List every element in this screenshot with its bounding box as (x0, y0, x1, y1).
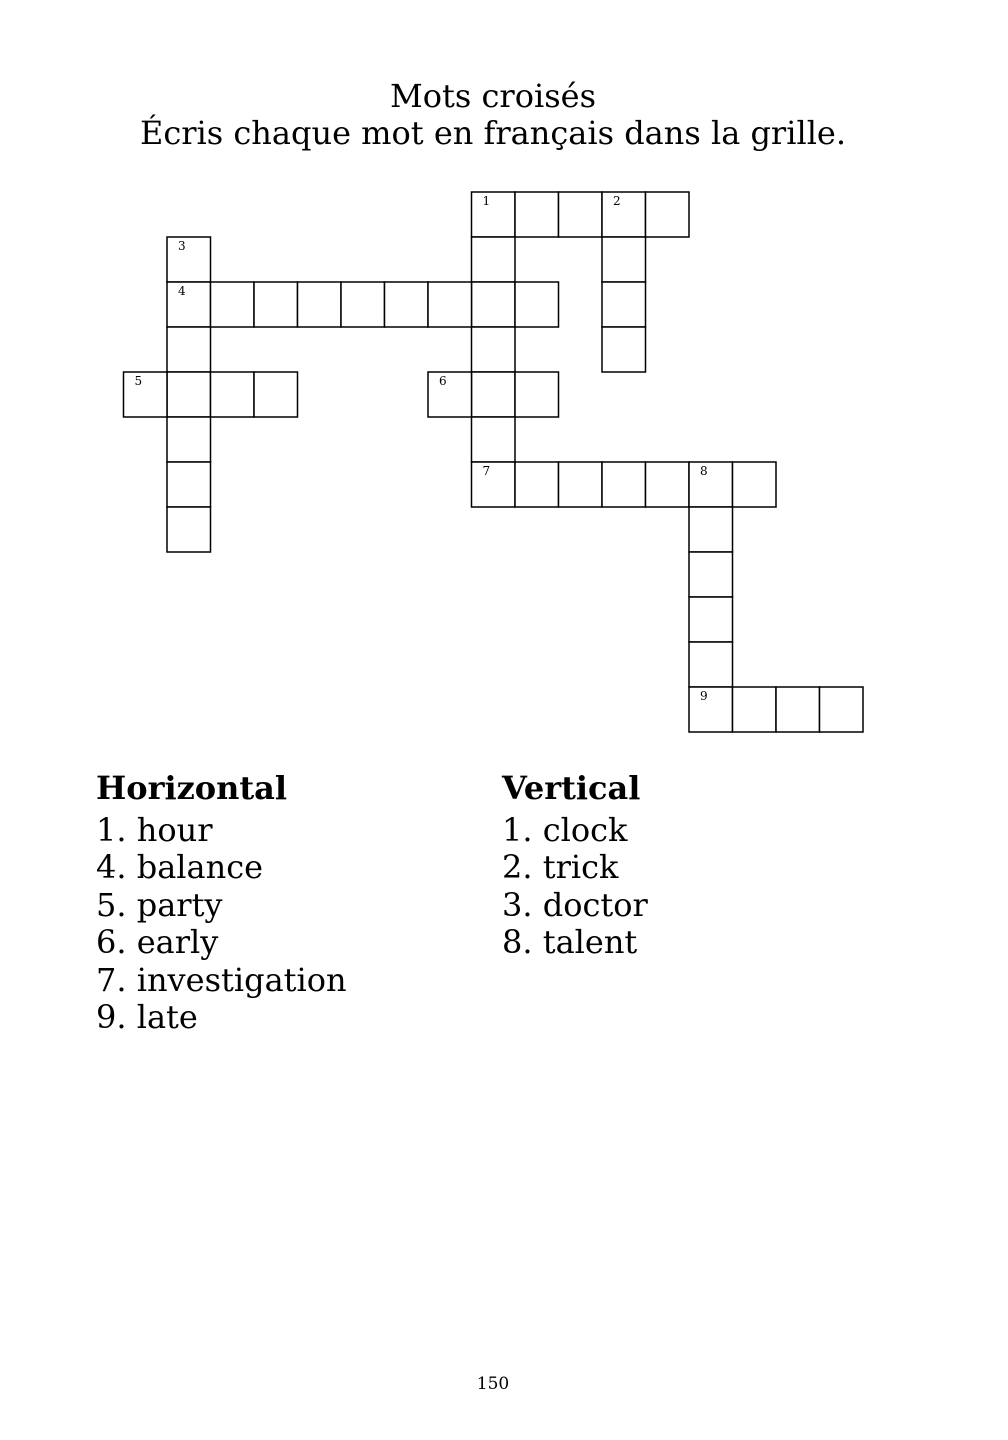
grid-cell (559, 192, 603, 237)
grid-cell (646, 462, 690, 507)
grid-cell (472, 417, 516, 462)
clue-item: 1. hour (96, 810, 213, 849)
clue-item: 1. clock (502, 810, 628, 849)
grid-cell (472, 192, 516, 237)
clue-item: 2. trick (502, 848, 619, 886)
clue-item: 6. early (96, 923, 219, 961)
grid-cell (428, 372, 472, 417)
instruction-text: Écris chaque mot en français dans la grille. (139, 114, 847, 152)
grid-cell (646, 192, 690, 237)
across-clue-list (96, 812, 347, 1037)
grid-cell (515, 372, 559, 417)
clue-number: 5 (134, 374, 143, 388)
grid-cell (602, 282, 646, 327)
grid-cell (559, 462, 603, 507)
clue-number: 4 (178, 284, 186, 298)
grid-cell (689, 462, 733, 507)
grid-cell (689, 597, 733, 642)
grid-cell (167, 327, 211, 372)
grid-cell (515, 462, 559, 507)
grid-cell (254, 372, 298, 417)
grid-cell (733, 462, 777, 507)
clue-number: 6 (439, 374, 447, 388)
grid-cell (515, 282, 559, 327)
clue-number: 1 (482, 194, 491, 208)
across-heading: Horizontal (96, 769, 288, 807)
grid-cell (428, 282, 472, 327)
grid-cell (689, 552, 733, 597)
clue-number: 3 (178, 239, 186, 253)
grid-cell (167, 237, 211, 282)
grid-cell (689, 687, 733, 732)
clue-number: 9 (700, 689, 708, 703)
grid-cell (211, 282, 255, 327)
clue-number: 2 (613, 194, 621, 208)
grid-cell (167, 282, 211, 327)
grid-cell (472, 282, 516, 327)
grid-cell (167, 372, 211, 417)
grid-cell (602, 192, 646, 237)
page-number: 150 (476, 1374, 510, 1394)
grid-cell (472, 372, 516, 417)
grid-cell (167, 417, 211, 462)
grid-cell (515, 192, 559, 237)
clue-item: 3. doctor (502, 885, 648, 924)
grid-cell (602, 237, 646, 282)
grid-cell (472, 462, 516, 507)
clue-number: 7 (482, 464, 491, 478)
clue-item: 5. party (96, 885, 223, 924)
grid-cell (254, 282, 298, 327)
grid-cell (167, 462, 211, 507)
grid-cell (472, 327, 516, 372)
down-clue-list (502, 812, 648, 962)
grid-cell (776, 687, 820, 732)
grid-cell (341, 282, 385, 327)
grid-cell (298, 282, 342, 327)
clue-number: 8 (700, 464, 708, 478)
clue-item: 9. late (96, 998, 198, 1036)
down-clues (502, 770, 648, 962)
grid-cell (124, 372, 168, 417)
clue-item: 7. investigation (96, 960, 347, 999)
down-heading: Vertical (502, 769, 641, 807)
grid-cell (385, 282, 429, 327)
grid-cell (689, 507, 733, 552)
clue-item: 4. balance (96, 848, 264, 886)
grid-cell (602, 462, 646, 507)
grid-cell (602, 327, 646, 372)
grid-cell (689, 642, 733, 687)
grid-cell (472, 237, 516, 282)
across-clues (96, 770, 347, 1037)
page-title: Mots croisés (390, 77, 596, 115)
grid-cell (167, 507, 211, 552)
clue-item: 8. talent (502, 923, 638, 961)
grid-cell (733, 687, 777, 732)
grid-cell (820, 687, 864, 732)
grid-cell (211, 372, 255, 417)
